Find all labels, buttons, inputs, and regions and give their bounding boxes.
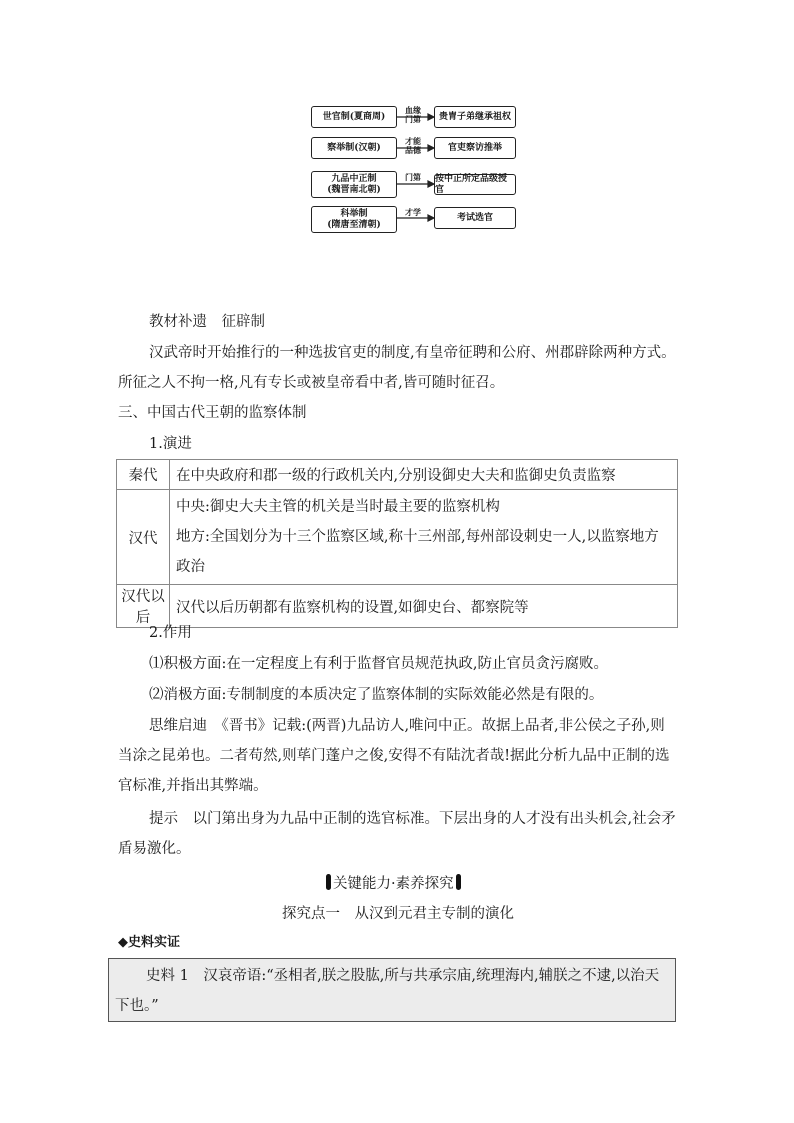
era-cell: 秦代 (117, 460, 170, 490)
era-cell: 汉代 (117, 490, 170, 585)
diagram-arrows (0, 0, 794, 240)
inquiry-title: 探究点一 从汉到元君主专制的演化 (282, 906, 514, 922)
era-cell: 汉代以后 (117, 585, 170, 628)
banner-left-cap (326, 874, 331, 890)
table-row (117, 460, 678, 490)
result-box: 贵胄子弟继承祖权 (434, 106, 516, 128)
source-material-box (108, 958, 676, 1022)
hint-answer: 提示 以门第出身为九品中正制的选官标准。下层出身的人才没有出头机会,社会矛盾易激化。 (118, 811, 676, 857)
section-title: 三、中国古代王朝的监察体制 (118, 405, 307, 421)
effect-positive: ⑴积极方面:在一定程度上有利于监督官员规范执政,防止官员贪污腐败。 (149, 656, 608, 672)
system-box-shiguan: 世官制(夏商周) (311, 106, 397, 128)
desc-cell: 汉代以后历朝都有监察机构的设置,如御史台、都察院等 (170, 585, 678, 628)
system-box-jiupin: 九品中正制 (魏晋南北朝) (311, 171, 397, 198)
supplement-body: 汉武帝时开始推行的一种选拔官吏的制度,有皇帝征聘和公府、州郡辟除两种方式。所征之人不拘一格,凡有专长或被皇帝看中者,皆可随时征召。 (118, 345, 676, 391)
subsection-role: 2.作用 (149, 625, 192, 641)
effect-negative: ⑵消极方面:专制制度的本质决定了监察体制的实际效能必然是有限的。 (149, 687, 604, 703)
thinking-prompt: 思维启迪 《晋书》记载:(两晋)九品访人,唯问中正。故据上品者,非公侯之子孙,则当涂之昆弟也。二者苟然,则荜门蓬户之俊,安得不有陆沈者哉!据此分析九品中正制的选官标准,并指出其弊端。 (118, 718, 670, 794)
arrow-label: 门第 (405, 172, 421, 182)
arrow-label: 血缘 门第 (405, 105, 421, 124)
result-box: 官吏察访推举 (434, 137, 516, 159)
result-box: 按中正所定品级授官 (434, 174, 516, 195)
supplement-heading: 教材补遗 征辟制 (149, 314, 265, 330)
system-box-keju: 科举制 (隋唐至清朝) (311, 206, 397, 233)
evidence-label: ◆史料实证 (118, 935, 180, 950)
banner-text: 关键能力·素养探究 (333, 875, 454, 892)
section-banner (326, 871, 461, 893)
arrow-label: 才能 品德 (405, 136, 421, 155)
arrow-label: 才学 (405, 207, 421, 217)
supervision-table (116, 459, 678, 628)
result-box: 考试选官 (434, 207, 516, 229)
desc-cell: 在中央政府和郡一级的行政机关内,分别设御史大夫和监御史负责监察 (170, 460, 678, 490)
banner-right-cap (456, 874, 461, 890)
table-row (117, 490, 678, 585)
desc-cell: 中央:御史大夫主管的机关是当时最主要的监察机构 地方:全国划分为十三个监察区域,称十三州部,每州部设刺史一人,以监察地方政治 (170, 490, 678, 585)
source-text: 史料 1 汉哀帝语:“丞相者,朕之股肱,所与共承宗庙,统理海内,辅朕之不逮,以治天下也。” (115, 968, 660, 1014)
subsection-evolution: 1.演进 (149, 436, 192, 452)
system-box-chaju: 察举制(汉朝) (311, 137, 397, 159)
